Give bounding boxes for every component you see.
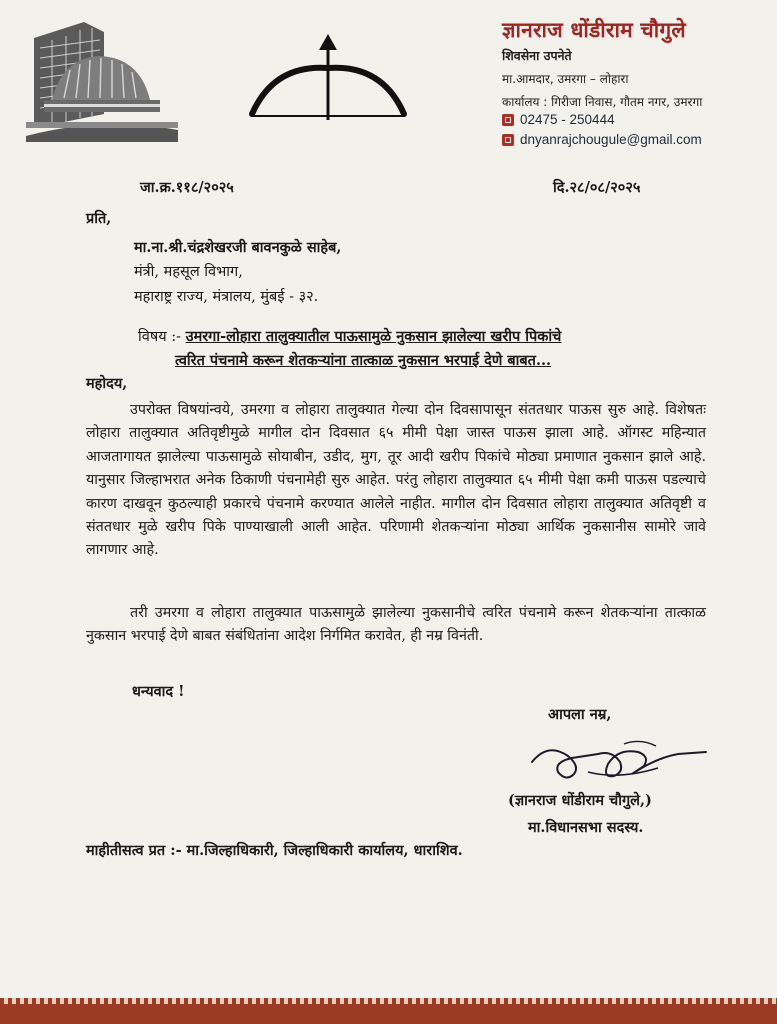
letterhead-email <box>502 132 702 147</box>
letterhead-name: ज्ञानराज धोंडीराम चौगुले <box>502 18 686 42</box>
bow-and-arrow-logo <box>244 34 412 126</box>
phone-number: 02475 - 250444 <box>520 112 615 127</box>
subject-line-1: उमरगा-लोहारा तालुक्यातील पाऊसामुळे नुकसान झालेल्या खरीप पिकांचे <box>185 328 562 345</box>
signature <box>528 732 710 788</box>
recipient-line-3: महाराष्ट्र राज्य, मंत्रालय, मुंबई - ३२. <box>134 289 319 305</box>
recipient-line-2: मंत्री, महसूल विभाग, <box>134 264 243 280</box>
letter-date: दि.२८/०८/२०२५ <box>553 179 641 196</box>
closing: आपला नम्र, <box>548 706 612 723</box>
letterhead-phone <box>502 112 615 127</box>
subject-label: विषय :- <box>138 329 182 345</box>
subject-line-2: त्वरित पंचनामे करून शेतकऱ्यांना तात्काळ नुकसान भरपाई देणे बाबत... <box>175 352 552 369</box>
mantralaya-building-logo <box>22 18 182 146</box>
footer-band <box>0 1004 777 1024</box>
body-paragraph-2: तरी उमरगा व लोहारा तालुक्यात पाऊसामुळे झालेल्या नुकसानीचे त्वरित पंचनामे करून शेतकऱ्यांना तात्काळ नुकसान भरपाई देणे बाबत संबंधितांना आदेश निर्गमित करावेत, ही नम्र विनंती. <box>86 605 706 645</box>
phone-icon <box>502 114 514 126</box>
signer-title: मा.विधानसभा सदस्य. <box>528 819 644 836</box>
email-icon <box>502 134 514 146</box>
copy-to: माहीतीसत्व प्रत :- मा.जिल्हाधिकारी, जिल्हाधिकारी कार्यालय, धाराशिव. <box>86 842 463 859</box>
body-paragraph-1: उपरोक्त विषयांन्वये, उमरगा व लोहारा तालुक्यात गेल्या दोन दिवसापासून संततधार पाऊस सुरु आहे. विशेषतः लोहारा तालुक्यात अतिवृष्टीमुळे मागील दोन दिवसात ६५ मीमी पेक्षा जास्त पाऊस झाला आहे. ऑगस्ट महिन्यात आजतागायत झालेल्या पाऊसामुळे सोयाबीन, उडीद, मुग, तूर आदी खरीप पिकांचे मोठ्या प्रमाणात नुकसान झाले आहे. यानुसार जिल्हाभरात अनेक ठिकाणी पंचनामेही सुरु आहेत. परंतु लोहारा तालुक्यात ६५ मीमी पेक्षा कमी पाऊस पडल्याचे कारण दाखवून कुठल्याही प्रकारचे पंचनामे करण्यात आलेले नाहीत. मागील दोन दिवसात लोहारा तालुक्यात अतिवृष्टी व संततधार मुळे खरीप पिके पाण्याखाली आली आहेत. परिणामी शेतकऱ्यांना मोठ्या आर्थिक नुकसानीस सामोरे जावे लागणार आहे. <box>86 402 706 559</box>
to-label: प्रति, <box>86 210 112 227</box>
subject <box>138 325 698 373</box>
recipient-line-1: मा.ना.श्री.चंद्रशेखरजी बावनकुळे साहेब, <box>134 239 342 256</box>
letterhead-party: शिवसेना उपनेते <box>502 48 572 63</box>
thanks: धन्यवाद ! <box>132 683 185 700</box>
salutation: महोदय, <box>86 375 128 392</box>
reference-number: जा.क्र.११८/२०२५ <box>140 179 234 196</box>
signer-name: (ज्ञानराज धोंडीराम चौगुले,) <box>508 792 652 809</box>
letterhead-constituency: मा.आमदार, उमरगा – लोहारा <box>502 72 629 86</box>
email-address: dnyanrajchougule@gmail.com <box>520 132 702 147</box>
letterhead-office: कार्यालय : गिरीजा निवास, गौतम नगर, उमरगा <box>502 95 703 109</box>
